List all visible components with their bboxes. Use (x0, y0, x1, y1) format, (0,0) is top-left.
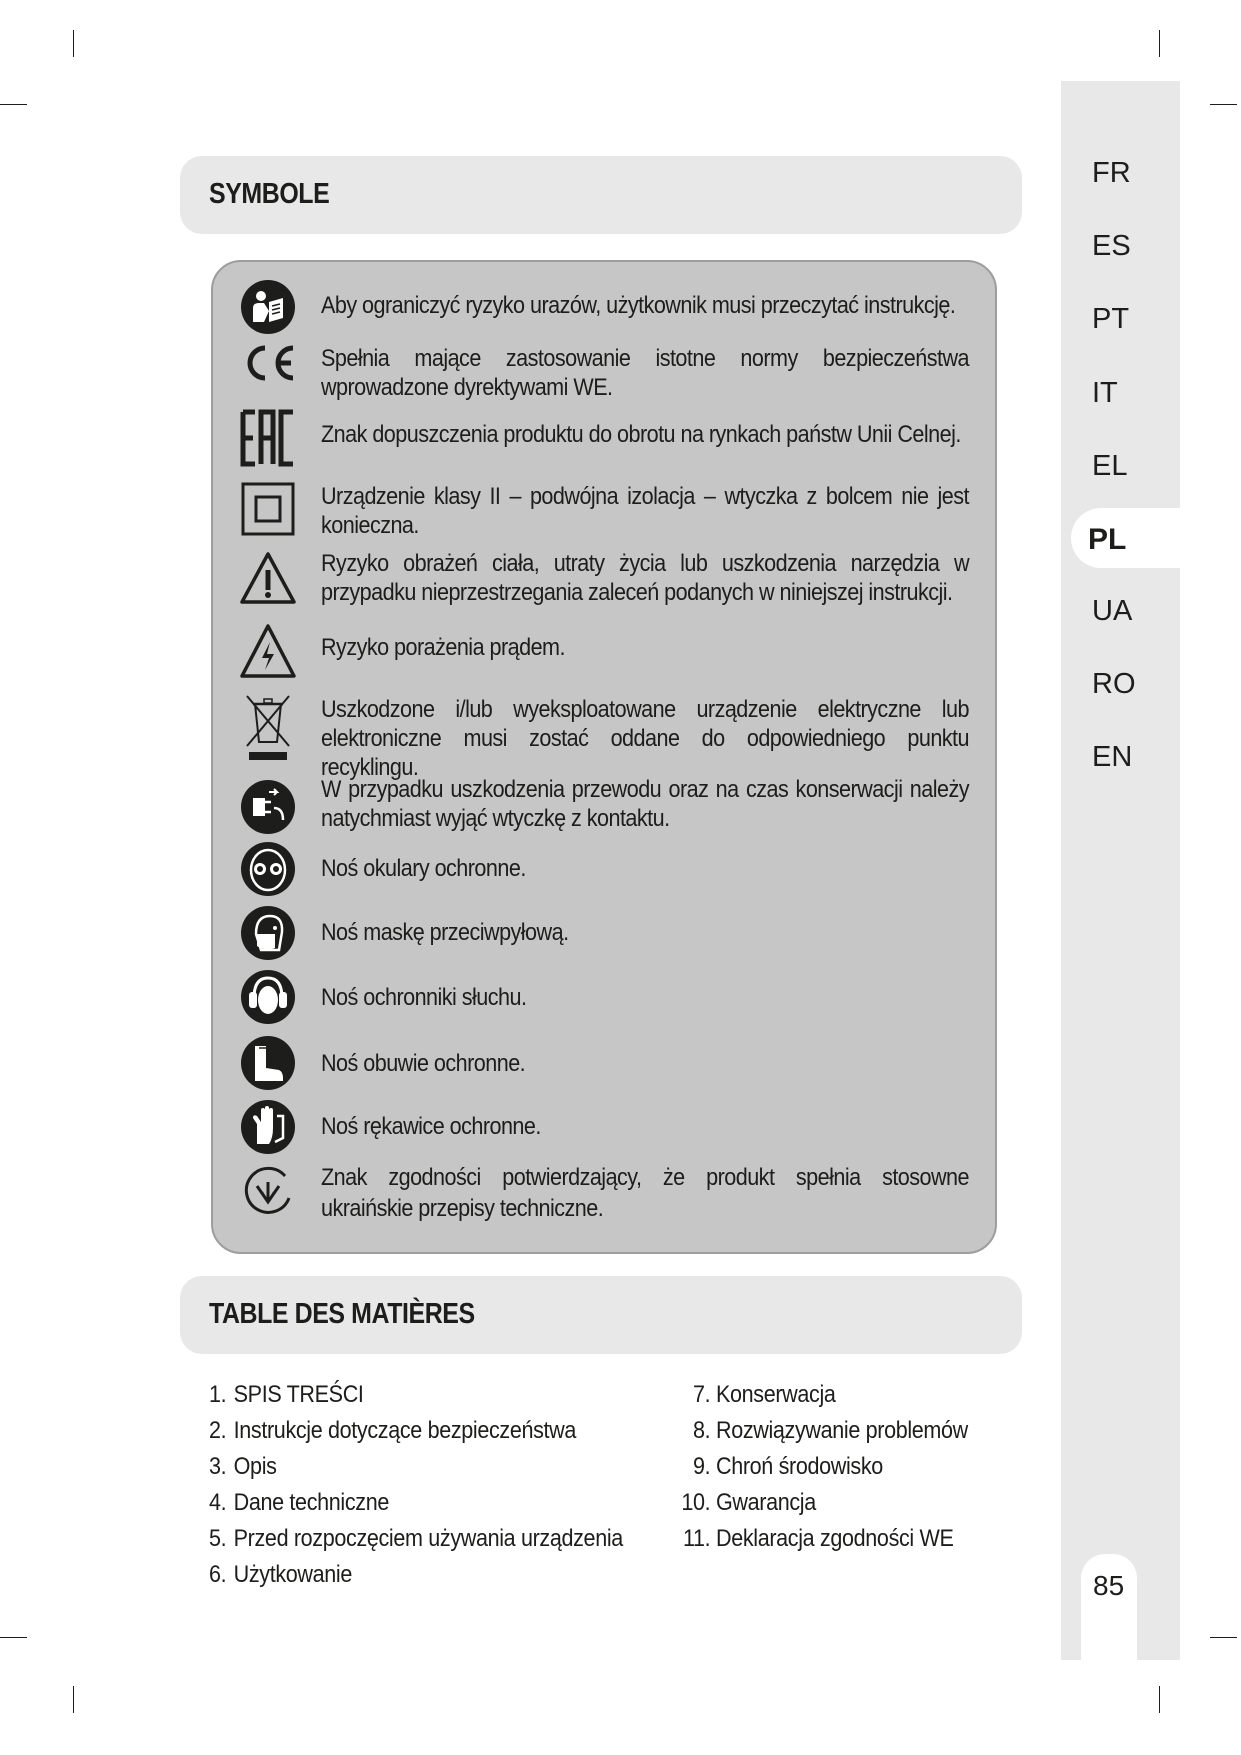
toc-item-number: 2. (209, 1417, 227, 1444)
symbol-description: Noś okulary ochronne. (321, 855, 526, 882)
symbols-header-bar (180, 156, 1022, 234)
ce-mark-icon (239, 334, 299, 392)
toc-item-label: Rozwiązywanie problemów (715, 1417, 968, 1444)
toc-item-label: Deklaracja zgodności WE (715, 1525, 954, 1552)
dust-mask-icon (239, 904, 297, 962)
toc-header-bar (180, 1276, 1022, 1354)
ear-protection-icon (239, 968, 297, 1026)
unplug-icon (239, 778, 297, 836)
page-number: 85 (1093, 1570, 1125, 1601)
toc-item-label: Instrukcje dotyczące bezpieczeństwa (233, 1417, 577, 1444)
toc-item-number: 10. (681, 1489, 711, 1516)
toc-item[interactable] (209, 1449, 623, 1485)
toc-item[interactable] (676, 1449, 968, 1485)
crop-mark (1210, 1637, 1237, 1638)
crop-mark (73, 1686, 74, 1713)
language-tab-pt[interactable]: PT (1092, 303, 1130, 335)
toc-item-number: 1. (209, 1381, 227, 1408)
toc-item-number: 11. (682, 1525, 711, 1552)
symbol-description: W przypadku uszkodzenia przewodu oraz na czas konserwacji należy natychmiast wyjąć wtyczkę z kontaktu. (321, 776, 969, 832)
toc-item-label: Użytkowanie (233, 1561, 352, 1588)
crop-mark (1210, 104, 1237, 105)
symbols-panel (211, 260, 997, 1254)
toc-item[interactable] (209, 1413, 623, 1449)
language-tab-el[interactable]: EL (1092, 450, 1128, 482)
toc-item-label: Opis (233, 1453, 277, 1480)
toc-item-number: 4. (209, 1489, 227, 1516)
ukrainian-conformity-icon (239, 1162, 297, 1220)
language-tab-pl-active[interactable] (1071, 508, 1180, 568)
toc-item[interactable] (676, 1377, 968, 1413)
symbol-description: Noś maskę przeciwpyłową. (321, 919, 569, 946)
language-tab-es[interactable]: ES (1092, 230, 1131, 262)
symbol-description: Noś obuwie ochronne. (321, 1050, 526, 1077)
toc-item[interactable] (209, 1485, 623, 1521)
crop-mark (0, 104, 27, 105)
symbols-title: SYMBOLE (209, 178, 330, 210)
symbol-description: Noś ochronniki słuchu. (321, 984, 527, 1011)
toc-item-number: 7. (693, 1381, 711, 1408)
toc-item[interactable] (676, 1485, 968, 1521)
symbol-description: Urządzenie klasy II – podwójna izolacja – wtyczka z bolcem nie jest konieczna. (321, 483, 969, 539)
toc-title: TABLE DES MATIÈRES (209, 1298, 475, 1330)
symbol-description: Znak dopuszczenia produktu do obrotu na rynkach państw Unii Celnej. (321, 421, 961, 448)
crop-mark (73, 30, 74, 57)
language-tab-fr[interactable]: FR (1092, 157, 1131, 189)
toc-column-right (676, 1377, 1008, 1557)
language-tab-en[interactable]: EN (1092, 741, 1133, 773)
symbol-description: Uszkodzone i/lub wyeksploatowane urządzenie elektryczne lub elektroniczne musi zostać oddane do odpowiedniego punktu recyklingu. (321, 696, 969, 781)
toc-item[interactable] (209, 1557, 623, 1593)
toc-item-number: 9. (693, 1453, 711, 1480)
symbol-description: Aby ograniczyć ryzyko urazów, użytkownik musi przeczytać instrukcję. (321, 292, 956, 319)
toc-item-label: Gwarancja (715, 1489, 816, 1516)
symbol-description: Spełnia mające zastosowanie istotne normy bezpieczeństwa wprowadzone dyrektywami WE. (321, 345, 969, 401)
symbol-description: Znak zgodności potwierdzający, że produkt spełnia stosowne ukraińskie przepisy techniczne. (321, 1164, 969, 1222)
toc-item-label: Dane techniczne (233, 1489, 389, 1516)
language-tab-it[interactable]: IT (1092, 377, 1118, 409)
read-manual-icon (239, 278, 297, 336)
crop-mark (1159, 1686, 1160, 1713)
safety-boots-icon (239, 1034, 297, 1092)
crop-mark (0, 1637, 27, 1638)
toc-item-label: Chroń środowisko (715, 1453, 883, 1480)
toc-item[interactable] (676, 1413, 968, 1449)
language-tab-ua[interactable]: UA (1092, 595, 1133, 627)
toc-item-number: 5. (209, 1525, 227, 1552)
symbol-description: Ryzyko obrażeń ciała, utraty życia lub uszkodzenia narzędzia w przypadku nieprzestrzegania zaleceń podanych w niniejszej instrukcji. (321, 550, 969, 606)
page-number-tab (1081, 1554, 1137, 1660)
symbol-description: Ryzyko porażenia prądem. (321, 634, 565, 661)
toc-item-label: Konserwacja (715, 1381, 836, 1408)
toc-column-left (209, 1377, 679, 1593)
toc-item-number: 8. (693, 1417, 711, 1444)
toc-item-label: Przed rozpoczęciem używania urządzenia (233, 1525, 623, 1552)
safety-goggles-icon (239, 840, 297, 898)
toc-item-label: SPIS TREŚCI (233, 1381, 364, 1408)
warning-triangle-icon (239, 550, 297, 608)
language-tab-ro[interactable]: RO (1092, 668, 1136, 700)
eac-mark-icon (239, 408, 297, 468)
class-ii-insulation-icon (239, 480, 297, 538)
toc-item[interactable] (676, 1521, 968, 1557)
crop-mark (1159, 30, 1160, 57)
safety-gloves-icon (239, 1098, 297, 1156)
active-language-label: PL (1088, 523, 1127, 556)
symbol-description: Noś rękawice ochronne. (321, 1113, 541, 1140)
toc-item[interactable] (209, 1521, 623, 1557)
toc-item-number: 6. (209, 1561, 227, 1588)
electric-shock-icon (239, 622, 297, 680)
toc-item-number: 3. (209, 1453, 227, 1480)
weee-crossed-bin-icon (239, 692, 297, 762)
toc-item[interactable] (209, 1377, 623, 1413)
